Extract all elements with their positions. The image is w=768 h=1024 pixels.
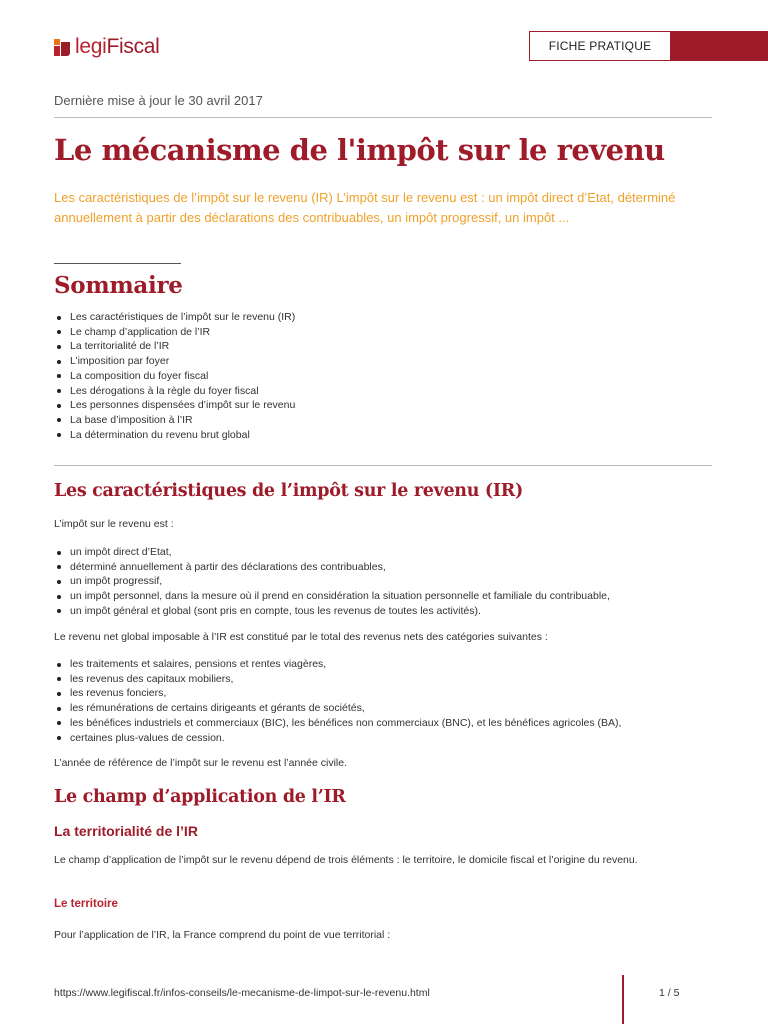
badge-accent [671, 31, 768, 61]
footer-url[interactable]: https://www.legifiscal.fr/infos-conseils/le-mecanisme-de-limpot-sur-le-revenu.html [54, 987, 430, 999]
footer-divider [622, 975, 624, 1024]
subsection-title-territorialite: La territorialité de l’IR [54, 823, 198, 839]
paragraph: L’année de référence de l’impôt sur le revenu est l’année civile. [54, 757, 348, 769]
paragraph: Pour l’application de l’IR, la France comprend du point de vue territorial : [54, 929, 391, 941]
logo-mark-icon [54, 37, 72, 57]
badge-label: FICHE PRATIQUE [529, 31, 671, 61]
list-item: les revenus des capitaux mobiliers, [54, 672, 621, 687]
list-item: un impôt personnel, dans la mesure où il prend en considération la situation personnelle et familiale du contribuable, [54, 589, 610, 604]
list-item: déterminé annuellement à partir des déclarations des contribuables, [54, 560, 610, 575]
page-title: Le mécanisme de l'impôt sur le revenu [54, 133, 665, 167]
sommaire-item[interactable]: La détermination du revenu brut global [54, 428, 295, 443]
sommaire-item[interactable]: La territorialité de l’IR [54, 339, 295, 354]
logo-text: legiFiscal [75, 35, 160, 58]
paragraph: L’impôt sur le revenu est : [54, 518, 174, 530]
sommaire-item[interactable]: La composition du foyer fiscal [54, 369, 295, 384]
sommaire-item[interactable]: Les personnes dispensées d’impôt sur le revenu [54, 398, 295, 413]
sommaire-item[interactable]: La base d’imposition à l’IR [54, 413, 295, 428]
list-item: les rémunérations de certains dirigeants et gérants de sociétés, [54, 701, 621, 716]
list-item: un impôt progressif, [54, 574, 610, 589]
list-item: un impôt direct d’Etat, [54, 545, 610, 560]
page-number: 1 / 5 [659, 987, 680, 999]
caracteristiques-list [54, 545, 610, 619]
subsubsection-title-territoire: Le territoire [54, 898, 118, 910]
revenus-list [54, 657, 621, 745]
section-title-caracteristiques: Les caractéristiques de l’impôt sur le revenu (IR) [54, 481, 524, 501]
list-item: les revenus fonciers, [54, 686, 621, 701]
sommaire-title: Sommaire [54, 272, 183, 299]
fiche-pratique-badge [529, 31, 768, 61]
paragraph: Le champ d’application de l’impôt sur le revenu dépend de trois éléments : le territoire, le domicile fiscal et l’origine du revenu. [54, 854, 638, 866]
sommaire-item[interactable]: L’imposition par foyer [54, 354, 295, 369]
intro-text: Les caractéristiques de l’impôt sur le revenu (IR) L’impôt sur le revenu est : un impôt direct d’Etat, déterminé annuellement à partir des déclarations des contribuables, un impôt progressif, un impôt ... [54, 190, 676, 225]
divider [54, 465, 712, 466]
sommaire-item[interactable]: Les dérogations à la règle du foyer fiscal [54, 384, 295, 399]
list-item: un impôt général et global (sont pris en compte, tous les revenus de toutes les activités). [54, 604, 610, 619]
sommaire-item[interactable]: Les caractéristiques de l’impôt sur le revenu (IR) [54, 310, 295, 325]
sommaire-list [54, 310, 295, 442]
legifiscal-logo[interactable] [54, 35, 160, 59]
divider [54, 117, 712, 118]
section-title-champ-application: Le champ d’application de l’IR [54, 787, 346, 807]
list-item: les traitements et salaires, pensions et rentes viagères, [54, 657, 621, 672]
sommaire-item[interactable]: Le champ d’application de l’IR [54, 325, 295, 340]
paragraph: Le revenu net global imposable à l’IR est constitué par le total des revenus nets des catégories suivantes : [54, 631, 548, 643]
list-item: les bénéfices industriels et commerciaux (BIC), les bénéfices non commerciaux (BNC), et les bénéfices agricoles (BA), [54, 716, 621, 731]
last-updated: Dernière mise à jour le 30 avril 2017 [54, 93, 263, 108]
sommaire-divider [54, 263, 181, 264]
list-item: certaines plus-values de cession. [54, 731, 621, 746]
